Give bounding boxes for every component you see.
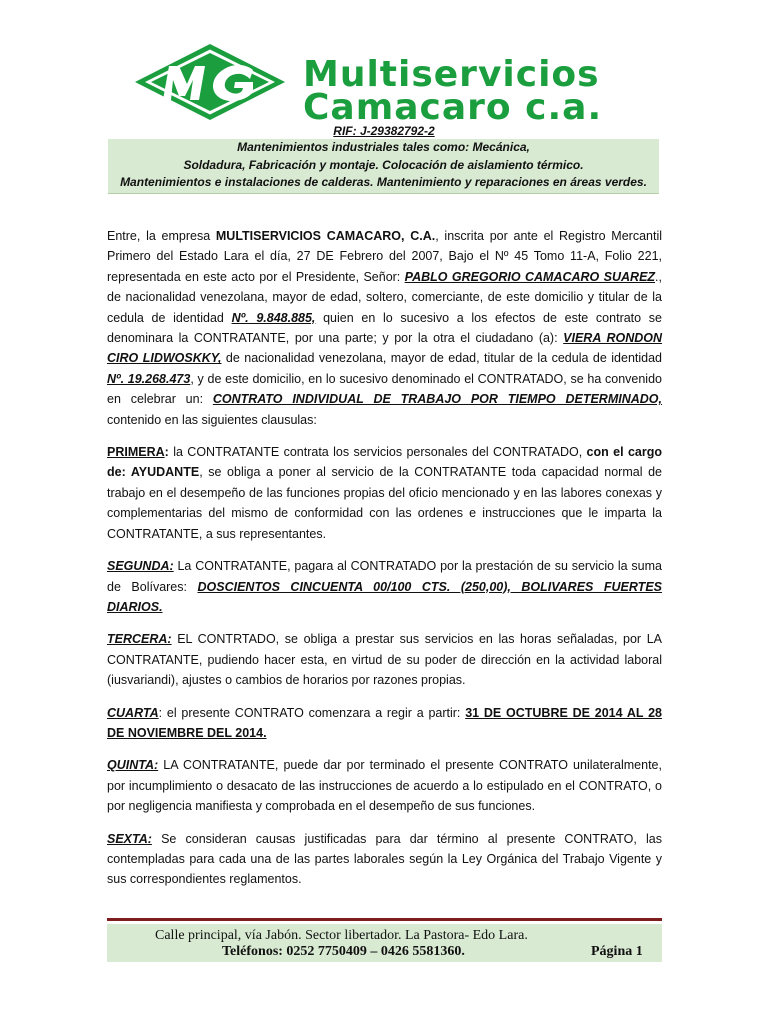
employee-name: VIERA RONDON CIRO LIDWOSKKY, (107, 331, 663, 366)
footer-phones: Teléfonos: 0252 7750409 – 0426 5581360. (222, 944, 465, 959)
intro-text: quien en lo sucesivo a los efectos de este contrato se denominara la CONTRATANTE, por una parte; y por la otra el ciudadano (a): (107, 310, 662, 346)
company-name-line2: Camacaro c.a. (303, 87, 603, 128)
contract-type: CONTRATO INDIVIDUAL DE TRABAJO POR TIEMPO DETERMINADO, (212, 392, 662, 407)
services-line: Mantenimientos e instalaciones de calderas. Mantenimiento y reparaciones en áreas verdes. (120, 175, 647, 189)
intro-text: , inscrita por ante el Registro Mercantil Primero del Estado Lara el día, 27 DE Febrero del 2007, Bajo el Nº 45 Tomo 11-A, Folio 221, representada en este acto por el Presidente, Señor: (107, 229, 662, 284)
employee-id: Nº. 19.268.473 (107, 371, 191, 386)
footer-address: Calle principal, vía Jabón. Sector libertador. La Pastora- Edo Lara. (155, 928, 528, 943)
intro-text: , y de este domicilio, en lo sucesivo denominado el CONTRATADO, se ha convenido en celebrar un: (107, 371, 662, 407)
clause-sexta (107, 829, 662, 890)
services-line: Mantenimientos industriales tales como: Mecánica, (237, 140, 530, 154)
services-line: Soldadura, Fabricación y montaje. Colocación de aislamiento térmico. (183, 157, 584, 172)
president-name: PABLO GREGORIO CAMACARO SUAREZ (404, 269, 656, 284)
company-name-line1: Multiservicios (303, 54, 600, 95)
clause-cuarta (107, 703, 662, 744)
clause-primera (107, 442, 662, 544)
company-legal-name: MULTISERVICIOS CAMACARO, C.A. (215, 229, 436, 243)
footer-divider (107, 918, 662, 921)
clause-tercera (107, 629, 662, 690)
intro-text: de nacionalidad venezolana, mayor de edad, titular de la cedula de identidad (221, 351, 662, 366)
clause-text: : (164, 445, 169, 460)
intro-paragraph (107, 226, 662, 430)
clause-segunda (107, 556, 662, 617)
contract-body (107, 226, 662, 902)
clause-label: CUARTA (107, 705, 159, 720)
president-id: Nº. 9.848.885, (231, 310, 316, 325)
clause-text: Se consideran causas justificadas para dar término al presente CONTRATO, las contempladas para cada una de las partes laborales según la Ley Orgánica del Trabajo Vigente y sus correspondientes reglamentos. (107, 831, 662, 887)
clause-text: La CONTRATANTE, pagara al CONTRATADO por la prestación de su servicio la suma de Bolívares: (107, 559, 662, 594)
clause-label: SEXTA: (107, 831, 152, 846)
page-number: Página 1 (591, 944, 643, 959)
contract-dates: 31 DE OCTUBRE DE 2014 AL 28 DE NOVIEMBRE DEL 2014. (107, 705, 662, 740)
clause-text: , se obliga a poner al servicio de la CONTRATANTE toda capacidad normal de trabajo en el desempeño de las funciones propias del oficio mencionado y en las labores conexas y complementarias del mismo de conformidad con las ordenes e instrucciones que le imparta la CONTRATANTE, a sus representantes. (107, 465, 662, 541)
mc-logo-icon (135, 44, 285, 120)
clause-quinta (107, 755, 662, 816)
company-name (303, 54, 723, 128)
clause-label: SEGUNDA: (107, 559, 174, 574)
clause-label: QUINTA: (107, 758, 159, 773)
clause-text: la CONTRATANTE contrata los servicios personales del CONTRATADO, (168, 445, 587, 460)
rif-number: RIF: J-29382792-2 (333, 124, 435, 138)
job-title: con el cargo de: AYUDANTE (107, 445, 662, 480)
clause-text: LA CONTRATANTE, puede dar por terminado el presente CONTRATO unilateralmente, por incumplimiento o desacato de las instrucciones de acuerdo a lo estipulado en el CONTRATO, o por negligencia manifiesta y comprobada en el desempeño de sus funciones. (107, 758, 662, 814)
clause-label: PRIMERA (107, 445, 165, 460)
services-banner (108, 139, 659, 194)
clause-text: EL CONTRTADO, se obliga a prestar sus servicios en las horas señaladas, por LA CONTRATANTE, pudiendo hacer esta, en virtud de su poder de dirección en la actividad laboral (iusvariandi), ajustes o cambios de horarios por razones propias. (107, 632, 662, 688)
intro-text: Entre, la empresa (107, 229, 216, 243)
clause-label: TERCERA: (107, 632, 172, 647)
intro-text: contenido en las siguientes clausulas: (107, 412, 317, 427)
salary-amount: DOSCIENTOS CINCUENTA 00/100 CTS. (250,00), BOLIVARES FUERTES DIARIOS. (107, 579, 662, 614)
clause-text: : el presente CONTRATO comenzara a regir a partir: (158, 705, 466, 720)
intro-text: ., de nacionalidad venezolana, mayor de edad, soltero, comerciante, de este domicilio y titular de la cedula de identidad (107, 269, 662, 325)
